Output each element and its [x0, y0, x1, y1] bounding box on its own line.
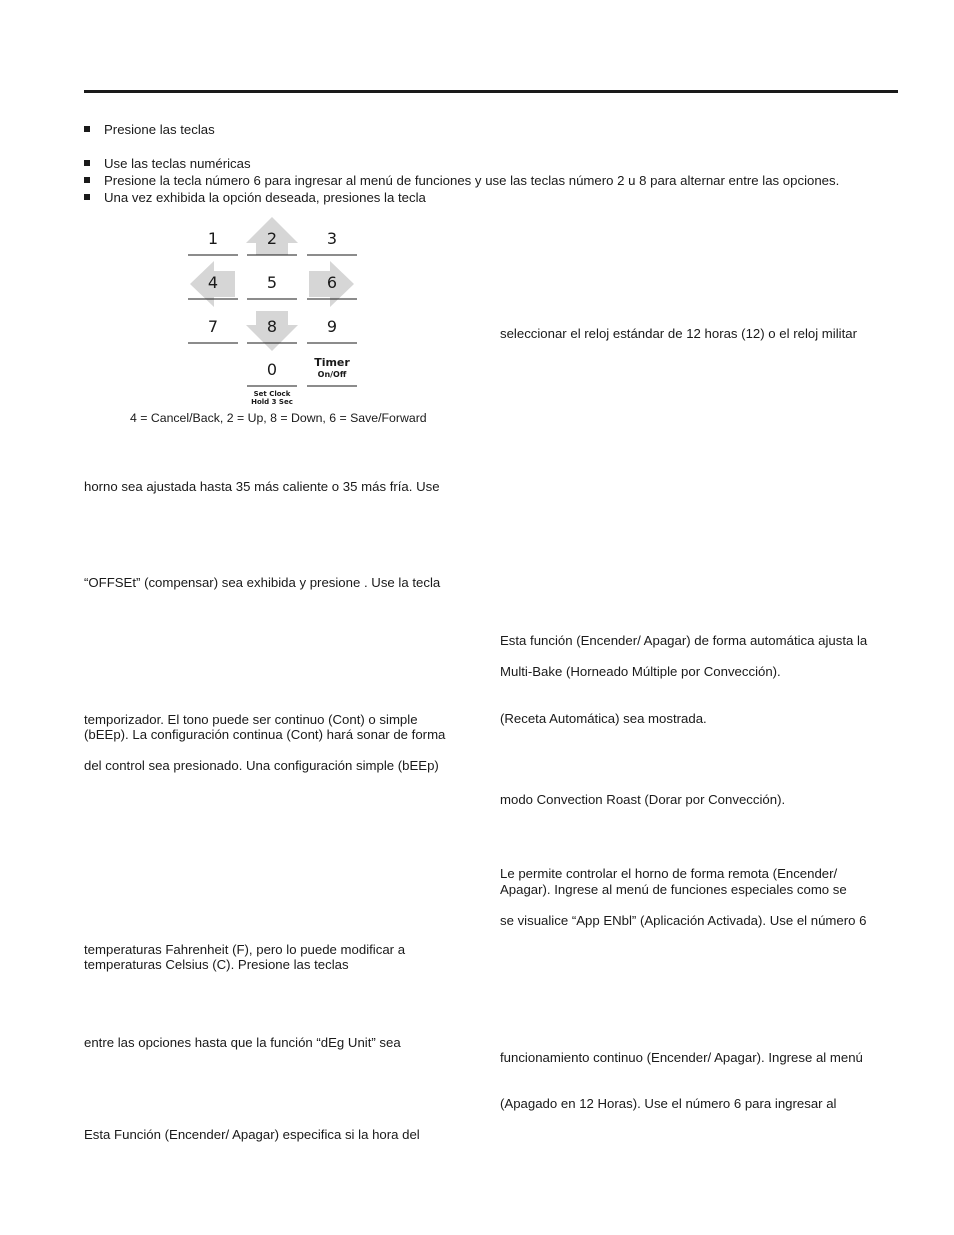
left-text-line: del control sea presionado. Una configuración simple (bEEp) — [84, 758, 439, 773]
left-text-line: temperaturas Celsius (C). Presione las teclas — [84, 957, 349, 972]
left-text-line: Esta Función (Encender/ Apagar) especifica si la hora del — [84, 1127, 420, 1142]
right-text-line: funcionamiento continuo (Encender/ Apagar). Ingrese al menú — [500, 1050, 863, 1065]
list-item: Use las teclas numéricas — [84, 156, 251, 171]
right-text-line: se visualice “App ENbl” (Aplicación Activada). Use el número 6 — [500, 913, 867, 928]
right-text-line: Esta función (Encender/ Apagar) de forma automática ajusta la — [500, 633, 868, 648]
right-text-line: Multi-Bake (Horneado Múltiple por Convección). — [500, 664, 781, 679]
key-2: 2 — [266, 229, 278, 248]
bullet-square-icon — [84, 194, 90, 200]
right-text-line: Apagar). Ingrese al menú de funciones especiales como se — [500, 882, 847, 897]
right-text-line: seleccionar el reloj estándar de 12 horas (12) o el reloj militar — [500, 326, 857, 341]
key-3: 3 — [326, 229, 338, 248]
right-text-line: modo Convection Roast (Dorar por Convección). — [500, 792, 786, 807]
key-7: 7 — [207, 317, 219, 336]
list-item: Una vez exhibida la opción deseada, presiones la tecla — [84, 190, 426, 205]
right-text-line: Le permite controlar el horno de forma remota (Encender/ — [500, 866, 838, 881]
list-item: Presione la tecla número 6 para ingresar al menú de funciones y use las teclas número 2 u 8 para alternar entre las opciones. — [84, 173, 839, 188]
key-9: 9 — [326, 317, 338, 336]
left-text-line: temperaturas Fahrenheit (F), pero lo puede modificar a — [84, 942, 406, 957]
keypad-diagram — [180, 215, 370, 415]
key-5: 5 — [266, 273, 278, 292]
bullet-square-icon — [84, 160, 90, 166]
key-1: 1 — [207, 229, 219, 248]
left-text-line: “OFFSEt” (compensar) sea exhibida y presione . Use la tecla — [84, 575, 441, 590]
key-4: 4 — [207, 273, 219, 292]
keypad-caption: 4 = Cancel/Back, 2 = Up, 8 = Down, 6 = Save/Forward — [130, 411, 427, 425]
right-text-line: (Receta Automática) sea mostrada. — [500, 711, 707, 726]
key-0: 0 — [266, 360, 278, 379]
right-text-line: (Apagado en 12 Horas). Use el número 6 para ingresar al — [500, 1096, 837, 1111]
key-6: 6 — [326, 273, 338, 292]
timer-key: Timer On/Off — [314, 356, 350, 379]
list-item: Presione las teclas — [84, 122, 215, 137]
set-clock-label: Set Clock Hold 3 Sec — [251, 390, 293, 406]
left-text-line: entre las opciones hasta que la función “dEg Unit” sea — [84, 1035, 401, 1050]
left-text-line: temporizador. El tono puede ser continuo (Cont) o simple — [84, 712, 418, 727]
key-8: 8 — [266, 317, 278, 336]
bullet-square-icon — [84, 177, 90, 183]
left-text-line: (bEEp). La configuración continua (Cont) hará sonar de forma — [84, 727, 446, 742]
bullet-square-icon — [84, 126, 90, 132]
left-text-line: horno sea ajustada hasta 35 más caliente o 35 más fría. Use — [84, 479, 440, 494]
header-rule — [84, 90, 898, 93]
